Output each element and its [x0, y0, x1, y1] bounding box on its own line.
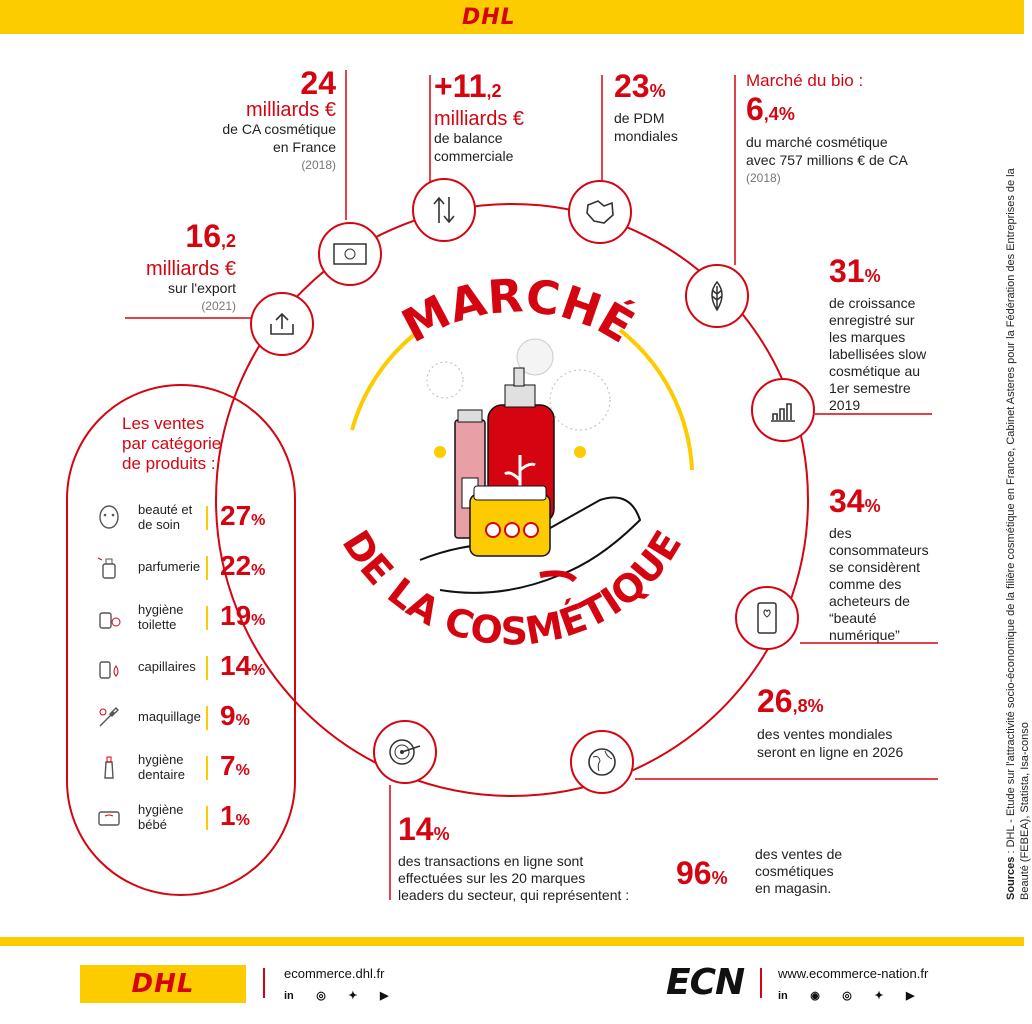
- stat-store-value: 96: [676, 855, 712, 891]
- stat-leaders-desc2: effectuées sur les 20 marques: [398, 870, 586, 886]
- stat-digital-line: comme des: [829, 576, 902, 592]
- banknote-icon: [318, 222, 382, 286]
- stat-store-desc3: en magasin.: [755, 880, 832, 896]
- stat-ca-desc1: de CA cosmétique: [222, 121, 336, 137]
- stat-leaders-pct: %: [433, 824, 450, 844]
- youtube-icon[interactable]: ▶: [906, 990, 915, 1002]
- category-label: capillaires: [138, 659, 196, 674]
- stat-export-unit: milliards €: [145, 258, 236, 280]
- category-value: 7: [220, 750, 236, 781]
- category-value: 14: [220, 650, 252, 681]
- stat-store-value-block: [676, 855, 756, 892]
- stat-digital-line: numérique”: [829, 627, 900, 643]
- category-label: hygiène: [138, 802, 184, 817]
- ecn-logo[interactable]: ECN: [666, 962, 745, 1003]
- stat-digital-line: consommateurs: [829, 542, 929, 558]
- category-row-maquillage: [96, 700, 296, 740]
- stat-ca-unit: milliards €: [245, 99, 336, 121]
- globe-icon: [570, 730, 634, 794]
- stat-store-desc: [755, 846, 895, 897]
- stat-pdm-desc1: de PDM: [614, 110, 665, 126]
- stat-digital-pct: %: [864, 496, 881, 516]
- category-pct: %: [235, 812, 250, 829]
- category-row-toilette: [96, 600, 296, 640]
- stat-slow-line: enregistré sur: [829, 312, 915, 328]
- dhl-url-link[interactable]: ecommerce.dhl.fr: [284, 966, 385, 981]
- stat-balance-unit: milliards €: [434, 108, 525, 130]
- soap-bottle-icon: [96, 604, 122, 630]
- dhl-logo-footer[interactable]: [80, 965, 246, 1003]
- category-row-dentaire: [96, 750, 296, 790]
- stat-slow-line: les marques: [829, 329, 906, 345]
- podcast-icon[interactable]: ◉: [810, 990, 820, 1002]
- category-label: maquillage: [138, 709, 201, 724]
- perfume-icon: [96, 554, 122, 580]
- stat-store-pct: %: [711, 868, 728, 888]
- category-value: 27: [220, 500, 252, 531]
- youtube-icon[interactable]: ▶: [379, 990, 389, 1002]
- dhl-logo-top: DHL: [462, 5, 516, 30]
- bar-chart-icon: [751, 378, 815, 442]
- stat-balance-desc2: commerciale: [434, 148, 514, 164]
- linkedin-icon[interactable]: in: [778, 990, 788, 1002]
- category-value: 1: [220, 800, 236, 831]
- transfer-arrows-icon: [412, 178, 476, 242]
- stat-bio: [746, 70, 956, 187]
- category-pct: %: [251, 562, 266, 579]
- footer-separator-ecn: [760, 968, 762, 998]
- leaf-icon: [685, 264, 749, 328]
- stat-ca-france: [150, 66, 336, 174]
- stat-online-value: 26: [757, 683, 793, 719]
- sources-note: [1004, 140, 1032, 900]
- stat-slow-line: labellisées slow: [829, 346, 927, 362]
- stat-pdm-pct: %: [649, 81, 666, 101]
- category-pct: %: [251, 512, 266, 529]
- category-label: dentaire: [138, 767, 185, 782]
- svg-text:MARCHÉ: [393, 268, 643, 353]
- stat-bio-value: 6: [746, 91, 764, 127]
- stat-bio-year: (2018): [746, 171, 781, 185]
- stat-online-desc2: seront en ligne en 2026: [757, 744, 904, 760]
- categories-title: [122, 414, 272, 474]
- category-row-beaute: [96, 500, 296, 540]
- stat-digital-value: 34: [829, 483, 865, 519]
- category-label: parfumerie: [138, 559, 201, 574]
- stat-pdm-value: 23: [614, 68, 650, 104]
- twitter-icon[interactable]: ✦: [874, 990, 884, 1002]
- stat-slow-cosmetics: [829, 254, 959, 414]
- category-pct: %: [251, 662, 266, 679]
- stat-export-value: 16: [185, 218, 221, 254]
- stat-leaders-desc1: des transactions en ligne sont: [398, 853, 584, 869]
- stat-ca-year: (2018): [301, 158, 336, 172]
- twitter-icon[interactable]: ✦: [348, 990, 358, 1002]
- upload-icon: [250, 292, 314, 356]
- baby-wipes-icon: [96, 804, 122, 830]
- stat-export-desc: sur l'export: [167, 280, 236, 296]
- stat-balance-desc1: de balance: [434, 130, 503, 146]
- ecn-url-link[interactable]: www.ecommerce-nation.fr: [778, 966, 929, 981]
- stat-bio-label: Marché du bio :: [746, 71, 864, 90]
- makeup-brush-icon: [96, 704, 122, 730]
- stat-online-sales: [757, 684, 947, 761]
- stat-balance-dec: ,2: [486, 81, 502, 101]
- stat-digital-line: acheteurs de: [829, 593, 910, 609]
- smartphone-heart-icon: [735, 586, 799, 650]
- svg-text:DE LA COSMÉTIQUE: [334, 523, 691, 654]
- category-row-parfumerie: [96, 550, 296, 590]
- stat-online-pct: %: [807, 696, 824, 716]
- categories-title-line: par catégorie: [122, 434, 222, 453]
- title-line-1: MARCHÉ: [393, 268, 644, 354]
- stat-slow-line: cosmétique au: [829, 363, 921, 379]
- category-pct: %: [251, 612, 266, 629]
- sources-text: : DHL - Etude sur l'attractivité socio-économique de la filière cosmétique en France, Cabinet Asteres pour la Fédération des Entreprises de la Beauté (FEBEA), Statista, Isa-conso: [1005, 168, 1031, 900]
- stat-bio-dec: ,4: [763, 104, 779, 124]
- face-mask-icon: [96, 504, 122, 530]
- linkedin-icon[interactable]: in: [284, 990, 294, 1002]
- category-label: de soin: [138, 517, 180, 532]
- stat-export: [100, 220, 236, 315]
- stat-online-dec: ,8: [792, 696, 808, 716]
- stat-slow-line: 1er semestre: [829, 380, 911, 396]
- category-label: hygiène: [138, 602, 184, 617]
- stat-leaders-desc3: leaders du secteur, qui représentent :: [398, 887, 630, 903]
- stat-digital-line: se considèrent: [829, 559, 921, 575]
- stat-bio-pct: %: [778, 104, 795, 124]
- category-label: hygiène: [138, 752, 184, 767]
- stat-digital-line: “beauté: [829, 610, 877, 626]
- stat-export-year: (2021): [201, 299, 236, 313]
- target-icon: [373, 720, 437, 784]
- stat-slow-line: de croissance: [829, 295, 916, 311]
- stat-export-dec: ,2: [220, 231, 236, 251]
- categories-title-line: de produits :: [122, 454, 216, 473]
- toothpaste-icon: [96, 754, 122, 780]
- stat-digital-beauty: [829, 484, 959, 644]
- category-label: beauté et: [138, 502, 193, 517]
- stat-balance: [434, 70, 594, 165]
- footer-separator: [263, 968, 265, 998]
- stat-ca-desc2: en France: [272, 139, 336, 155]
- category-value: 19: [220, 600, 252, 631]
- puzzle-map-icon: [568, 180, 632, 244]
- stat-online-desc1: des ventes mondiales: [757, 726, 893, 742]
- stat-pdm: [614, 70, 724, 145]
- category-value: 22: [220, 550, 252, 581]
- stat-pdm-desc2: mondiales: [614, 128, 678, 144]
- dhl-social-links: [284, 986, 406, 1004]
- category-pct: %: [235, 762, 250, 779]
- shampoo-icon: [96, 654, 122, 680]
- category-row-capillaires: [96, 650, 296, 690]
- instagram-icon[interactable]: ◎: [316, 990, 326, 1002]
- stat-balance-value: +11: [434, 68, 487, 104]
- category-row-bebe: [96, 800, 296, 840]
- sources-label: Sources: [1005, 856, 1017, 900]
- category-pct: %: [235, 712, 250, 729]
- stat-leaders-value: 14: [398, 811, 434, 847]
- stat-ca-value: 24: [300, 65, 336, 101]
- stat-store-desc2: cosmétiques: [755, 863, 834, 879]
- stat-bio-desc2: avec 757 millions € de CA: [746, 152, 908, 168]
- stat-store-desc1: des ventes de: [755, 846, 843, 862]
- stat-digital-line: des: [829, 525, 852, 541]
- stat-bio-desc1: du marché cosmétique: [746, 134, 888, 150]
- stat-slow-line: 2019: [829, 397, 861, 413]
- stat-slow-pct: %: [864, 266, 881, 286]
- ecn-social-links: [778, 986, 933, 1004]
- stat-leaders: [398, 812, 688, 904]
- category-value: 9: [220, 700, 236, 731]
- title-line-2: DE LA COSMÉTIQUE: [333, 522, 691, 654]
- instagram-icon[interactable]: ◎: [842, 990, 852, 1002]
- stat-slow-value: 31: [829, 253, 865, 289]
- category-label: bébé: [138, 817, 167, 832]
- categories-title-line: Les ventes: [122, 414, 205, 433]
- dhl-logo-text: DHL: [131, 969, 195, 999]
- footer-divider: [0, 937, 1024, 946]
- category-label: toilette: [138, 617, 177, 632]
